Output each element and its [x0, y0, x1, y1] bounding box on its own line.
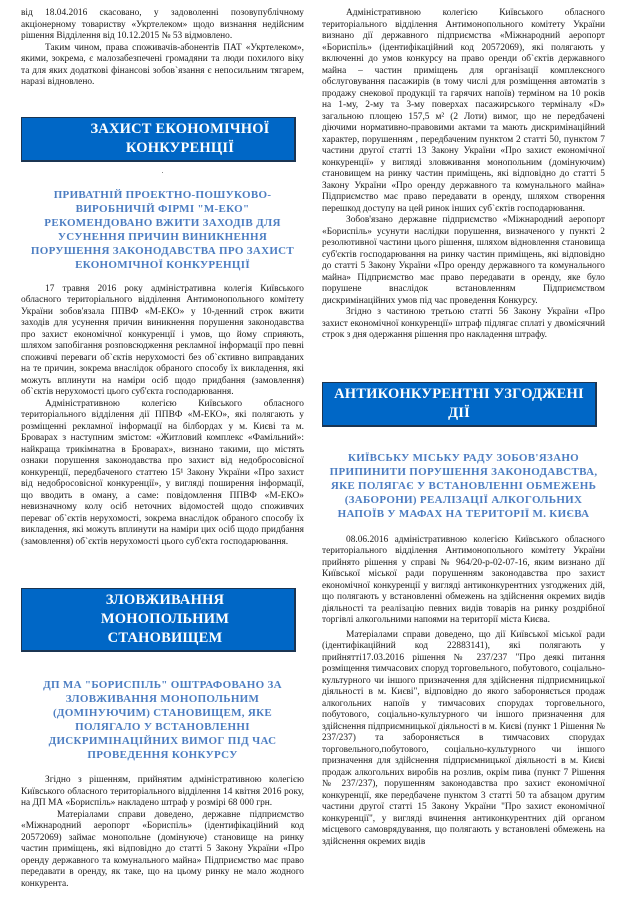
- article-paragraph: Згідно з рішенням, прийнятим адміністративною колегією Київського обласного територіального відділення 14 квітня 2016 року, на ДП МА «Бориспіль» накладено штраф у розмірі 68 000 грн.: [21, 775, 304, 808]
- article-heading-m-eko: ПРИВАТНІЙ ПРОЕКТНО-ПОШУКОВО-ВИРОБНИЧІЙ ФІРМІ "М-ЕКО" РЕКОМЕНДОВАНО ВЖИТИ ЗАХОДІВ ДЛЯ УСУНЕННЯ ПРИЧИН ВИНИКНЕННЯ ПОРУШЕННЯ ЗАКОНОДАВСТВА ПРО ЗАХИСТ ЕКОНОМІЧНОЇ КОНКУРЕНЦІЇ: [30, 188, 295, 271]
- left-column: [21, 8, 304, 890]
- section-banner-monopoly-abuse: ЗЛОВЖИВАННЯ МОНОПОЛЬНИМ СТАНОВИЩЕМ: [21, 588, 296, 652]
- article-paragraph: 17 травня 2016 року адміністративна колегія Київського обласного територіального відділення Антимонопольного комітету України зобов'язала ППВФ «М-ЕКО» у 10-денний строк вжити заходів для усунення причин виникнення порушення законодавства про захист економічної конкуренції і умов, що йому сприяють, шляхом запобігання розповсюдження рекламної інформації про певні споживчі переваги об`єктів нерухомості без об`єктивно виправданих на те причин, зокрема внаслідок обраного способу їх викладення, які можуть вплинути на наміри осіб щодо придбання (замовлення) об`єктів нерухомості цього суб'єкта господарювання.: [21, 283, 304, 397]
- separator-dot: .: [161, 165, 164, 175]
- article-paragraph: Адміністративною колегією Київського обласного територіального відділення дії ППВФ «М-ЕКО», які полягають у розміщенні рекламної інформації на білбордах у м. Києві та м. Броварах з наступним змістом: «Житловий комплекс «Фамільний»: найкраща трикімнатна в Броварах», визнано такими, що містять ознаки порушення законодавства про захист від недобросовісної конкуренції, передбаченого статтею 15¹ Закону України «Про захист від недобросовісної конкуренції», у вигляді поширення інформації, що вводить в оману, а саме: повідомлення ППВФ «М-ЕКО» невизначному колу осіб неточних відомостей щодо споживчих переваг об`єктів нерухомості, зокрема внаслідок обраного способу їх викладення, які можуть вплинути на наміри цих осіб щодо придбання (замовлення) об`єктів нерухомості цього суб'єкта господарювання.: [21, 398, 304, 547]
- section-banner-anticompetitive-actions: АНТИКОНКУРЕНТНІ УЗГОДЖЕНІ ДІЇ: [322, 382, 597, 427]
- section-banner-economic-competition: ЗАХИСТ ЕКОНОМІЧНОЇ КОНКУРЕНЦІЇ: [21, 117, 296, 162]
- article-paragraph: Зобов'язано державне підприємство «Міжнародний аеропорт «Бориспіль» усунути наслідки порушення, визначеного у пункті 2 резолютивної частини цього рішення, шляхом відновлення становища суб'єктів господарювання на ринку частин приміщень, які відповідно до статті 5 Закону України «Про оренду державного та комунального майна» Підприємство має право передавати в оренду, яке було порушене внаслідок встановленням Підприємством дискримінаційних умов під час проведення Конкурсу.: [322, 215, 605, 306]
- article-paragraph: Адміністративною колегією Київського обласного територіального відділення Антимонопольного комітету України визнано дії державного підприємства «Міжнародний аеропорт «Бориспіль» (ідентифікаційний код 20572069), які полягають у включенні до умов конкурсу на право оренди об`єктів державного майна – частин приміщень для організації комплексного обслуговування пасажирів (в тому числі для розміщення автоматів з продажу снекової продукції та гарячих напоїв) терміном на 10 років на 1-му, 2-му та 3-му поверхах пасажирського терміналу «D» загальною площею 157,5 м² (2 Лоти) вимог, що не передбачені діючими нормативно-правовими актами та мають дискримінаційний характер, порушенням , передбаченим пунктом 2 статті 50, пунктом 7 частини другої статті 13 Закону України «Про захист економічної конкуренції» у вигляді зловживання монопольним (домінуючим) становищем на ринку частин приміщень, які відповідно до статті 5 Закону України «Про оренду державного та комунального майна» Підприємство має право передавати в оренду, шляхом створення перешкод доступу на цей ринок інших суб`єктів господарювання.: [322, 8, 605, 214]
- article-heading-boryspil: ДП МА "БОРИСПІЛЬ" ОШТРАФОВАНО ЗА ЗЛОВЖИВАННЯ МОНОПОЛЬНИМ (ДОМІНУЮЧИМ) СТАНОВИЩЕМ, ЯКЕ ПОЛЯГАЛО У ВСТАНОВЛЕННІ ДИСКРИМІНАЦІЙНИХ ВИМОГ ПІД ЧАС ПРОВЕДЕННЯ КОНКУРСУ: [43, 679, 282, 761]
- right-column: [322, 8, 605, 848]
- article-body-boryspil: [21, 775, 304, 890]
- article-body-m-eko: [21, 284, 304, 549]
- intro-paragraph: Таким чином, права споживачів-абонентів ПАТ «Укртелеком», якими, зокрема, є малозабезпечені громадяни та люди похилого віку та для яких додаткові фінансові зобов`язання є непосильним тягарем, наразі відновлено.: [21, 42, 304, 87]
- article-heading-kyiv-city-council: КИЇВСЬКУ МІСЬКУ РАДУ ЗОБОВ'ЯЗАНО ПРИПИНИТИ ПОРУШЕННЯ ЗАКОНОДАВСТВА, ЯКЕ ПОЛЯГАЄ У ВСТАНОВЛЕННІ ОБМЕЖЕНЬ (ЗАБОРОНИ) РЕАЛІЗАЦІЇ АЛКОГОЛЬНИХ НАПОЇВ У МАФАХ НА ТЕРИТОРІЇ М. КИЄВА: [329, 451, 598, 520]
- article-paragraph: Матеріалами справи доведено, державне підприємство «Міжнародний аеропорт «Бориспіль» (ідентифікаційний код 20572069) займає монопольне (домінуюче) становище на ринку частин приміщень, які відповідно до статті 5 Закону України «Про оренду державного та комунального майна» Підприємство має право передавати в оренду, як таке, що на цьому ринку не мало жодного конкурента.: [21, 809, 304, 889]
- article-paragraph: 08.06.2016 адміністративною колегією Київського обласного територіального відділення Антимонопольного комітету України прийнято рішення у справі № 964/20-р-02-07-16, яким визнано дії Київської міської ради порушенням законодавства про захист економічної конкуренції у вигляді антиконкурентних узгоджених дій, що полягають у встановленні обмежень на здійснення окремих видів діяльності та реалізацію певних видів товарів на ринку роздрібної торгівлі алкогольними напоями на території міста Києва.: [322, 534, 605, 625]
- article-paragraph: Матеріалами справи доведено, що дії Київської міської ради (ідентифікаційний код 22883141), які полягають у прийнятті17.03.2016 рішення № 237/237 "Про деякі питання розміщення тимчасових споруд торговельного, побутового, соціально-культурного чи іншого призначення для здійснення підприємницької діяльності в м. Києві", відповідно до якого забороняється продаж алкогольних напоїв у тимчасових спорудах торговельного, побутового, соціально-культурного чи іншого призначення для здійснення підприємницької діяльності в м. Києві (пункт 1 Рішення № 237/237) та забороняється в тимчасових спорудах торговельного,побутового, соціально-культурного чи іншого призначення для здійснення підприємницької діяльності в м. Києві продаж алкогольних виробів на розлив, окрім пива (пункт 7 Рішення № 237/237), порушенням законодавства про захист економічної конкуренції, яке передбачене пунктом 3 статті 50 та абзацом другим частини другої статті 15 Закону України "Про захист економічної конкуренції", у вигляді вчинення антиконкурентних дій органом місцевого самоврядування, що полягають у встановлені обмежень на здійснення окремих видів: [322, 629, 605, 847]
- intro-paragraph: від 18.04.2016 скасовано, у задоволенні позовупублічному акціонерному товариству «Укртелеком» щодо визнання недійсним рішення Відділення від 10.12.2015 № 53 відмовлено.: [21, 8, 304, 41]
- article-paragraph: Згідно з частиною третьою статті 56 Закону України «Про захист економічної конкуренції» штраф підлягає сплаті у двомісячний строк з дня одержання рішення про накладення штрафу.: [322, 307, 605, 340]
- article-body-kyiv-city-council: [322, 535, 605, 849]
